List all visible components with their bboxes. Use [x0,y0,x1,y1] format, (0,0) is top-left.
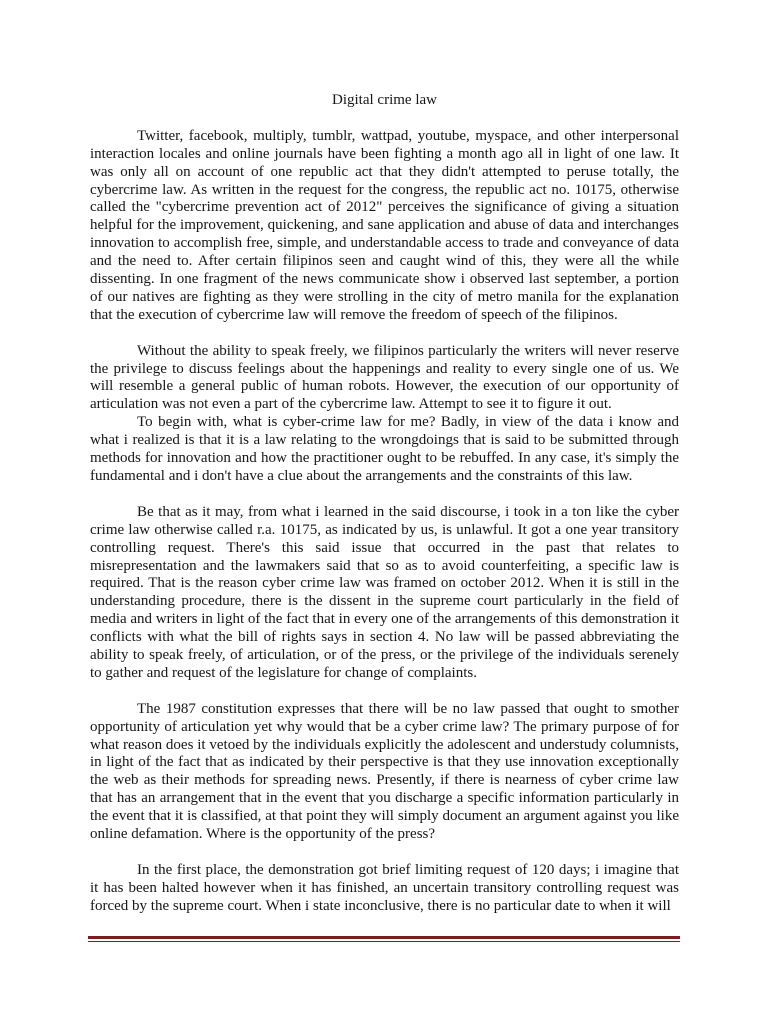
footer-divider-thick-line [88,936,680,939]
paragraph: Without the ability to speak freely, we filipinos particularly the writers will never reserve the privilege to discuss feelings about the happenings and reality to every single one of us. We will resemble a general public of human robots. However, the execution of our opportunity of articulation was not even a part of the cybercrime law. Attempt to see it to figure it out. [90,342,679,413]
footer-divider-thin-line [88,941,680,942]
paragraph: To begin with, what is cyber-crime law for me? Badly, in view of the data i know and what i realized is that it is a law relating to the wrongdoings that is said to be submitted through methods for innovation and how the practitioner ought to be rebuffed. In any case, it's simply the fundamental and i don't have a clue about the arrangements and the constraints of this law. [90,414,679,484]
footer-divider [88,936,680,943]
paragraph: In the first place, the demonstration got brief limiting request of 120 days; i imagine that it has been halted however when it has finished, an uncertain transitory controlling request was forced by the supreme court. When i state inconclusive, there is no particular date to when it will [90,861,679,914]
paragraph: Twitter, facebook, multiply, tumblr, wattpad, youtube, myspace, and other interpersonal interaction locales and online journals have been fighting a month ago all in light of one law. It was only all on account of one republic act that they didn't attempted to peruse totally, the cybercrime law. As written in the request for the congress, the republic act no. 10175, otherwise called the "cybercrime prevention act of 2012" perceives the significance of giving a situation helpful for the improvement, quickening, and sane application and abuse of data and interchanges innovation to accomplish free, simple, and understandable access to trade and conveyance of data and the need to. After certain filipinos seen and caught wind of this, they were all the while dissenting. In one fragment of the news communicate show i observed last september, a portion of our natives are fighting as they were strolling in the city of metro manila for the explanation that the execution of cybercrime law will remove the freedom of speech of the filipinos. [90,127,679,323]
paragraph: The 1987 constitution expresses that there will be no law passed that ought to smother opportunity of articulation yet why would that be a cyber crime law? The primary purpose of for what reason does it vetoed by the individuals explicitly the adolescent and understudy columnists, in light of the fact that as indicated by their perspective is that they use innovation exceptionally the web as their methods for spreading news. Presently, if there is nearness of cyber crime law that has an arrangement that in the event that you discharge a specific information particularly in the event that it is classified, at that point they will simply document an argument against you like online defamation. Where is the opportunity of the press? [90,700,679,843]
paragraph: Be that as it may, from what i learned in the said discourse, i took in a ton like the cyber crime law otherwise called r.a. 10175, as indicated by us, is unlawful. It got a one year transitory controlling request. There's this said issue that occurred in the past that relates to misrepresentation and the lawmakers said that so as to avoid counterfeiting, a specific law is required. That is the reason cyber crime law was framed on october 2012. When it is still in the understanding procedure, there is the dissent in the supreme court particularly in the field of media and writers in light of the fact that in every one of the arrangements of this demonstration it conflicts with what the bill of rights says in section 4. No law will be passed abbreviating the ability to speak freely, of articulation, or of the press, or the privilege of the individuals serenely to gather and request of the legislature for change of complaints. [90,503,679,681]
document-title: Digital crime law [332,92,437,108]
document-body [90,92,679,916]
